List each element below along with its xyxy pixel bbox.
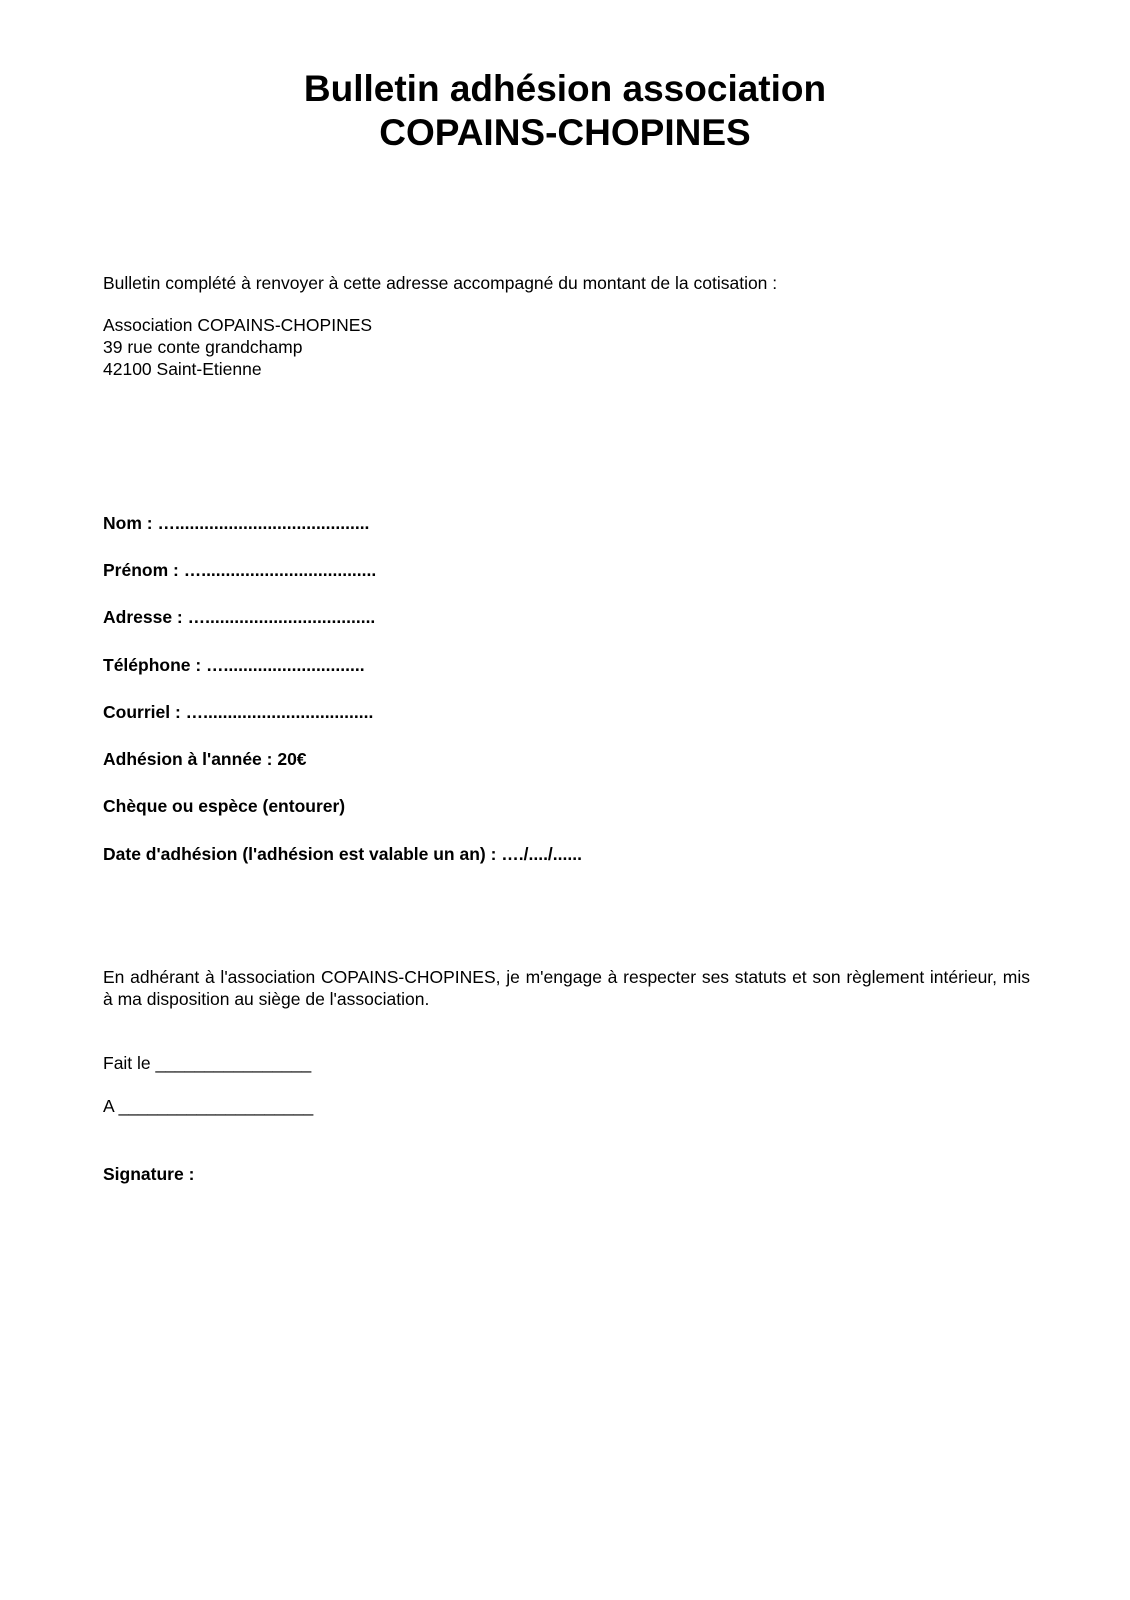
address-line-3: 42100 Saint-Etienne xyxy=(103,359,262,379)
field-prenom: Prénom : ….................................... xyxy=(103,560,377,580)
field-date: Date d'adhésion (l'adhésion est valable un an) : …./..../...... xyxy=(103,844,582,864)
document-title: Bulletin adhésion association xyxy=(303,68,827,109)
fait-le-line: Fait le ________________ xyxy=(103,1053,312,1073)
field-adresse: Adresse : …................................... xyxy=(103,607,376,627)
address-line-2: 39 rue conte grandchamp xyxy=(103,337,303,357)
field-telephone: Téléphone : …............................. xyxy=(103,655,365,675)
field-nom: Nom : …........................................ xyxy=(103,513,370,533)
field-courriel: Courriel : …................................... xyxy=(103,702,374,722)
field-adhesion: Adhésion à l'année : 20€ xyxy=(103,749,307,769)
document-title-association: COPAINS-CHOPINES xyxy=(379,112,751,153)
instruction-text: Bulletin complété à renvoyer à cette adresse accompagné du montant de la cotisation : xyxy=(103,273,778,293)
lieu-line: A ____________________ xyxy=(103,1096,314,1116)
engagement-text: En adhérant à l'association COPAINS-CHOPINES, je m'engage à respecter ses statuts et son règlement intérieur, mis à ma disposition au siège de l'association. xyxy=(103,967,1030,1009)
field-paiement: Chèque ou espèce (entourer) xyxy=(103,796,346,816)
address-line-1: Association COPAINS-CHOPINES xyxy=(103,315,373,335)
signature-label: Signature : xyxy=(103,1164,195,1184)
